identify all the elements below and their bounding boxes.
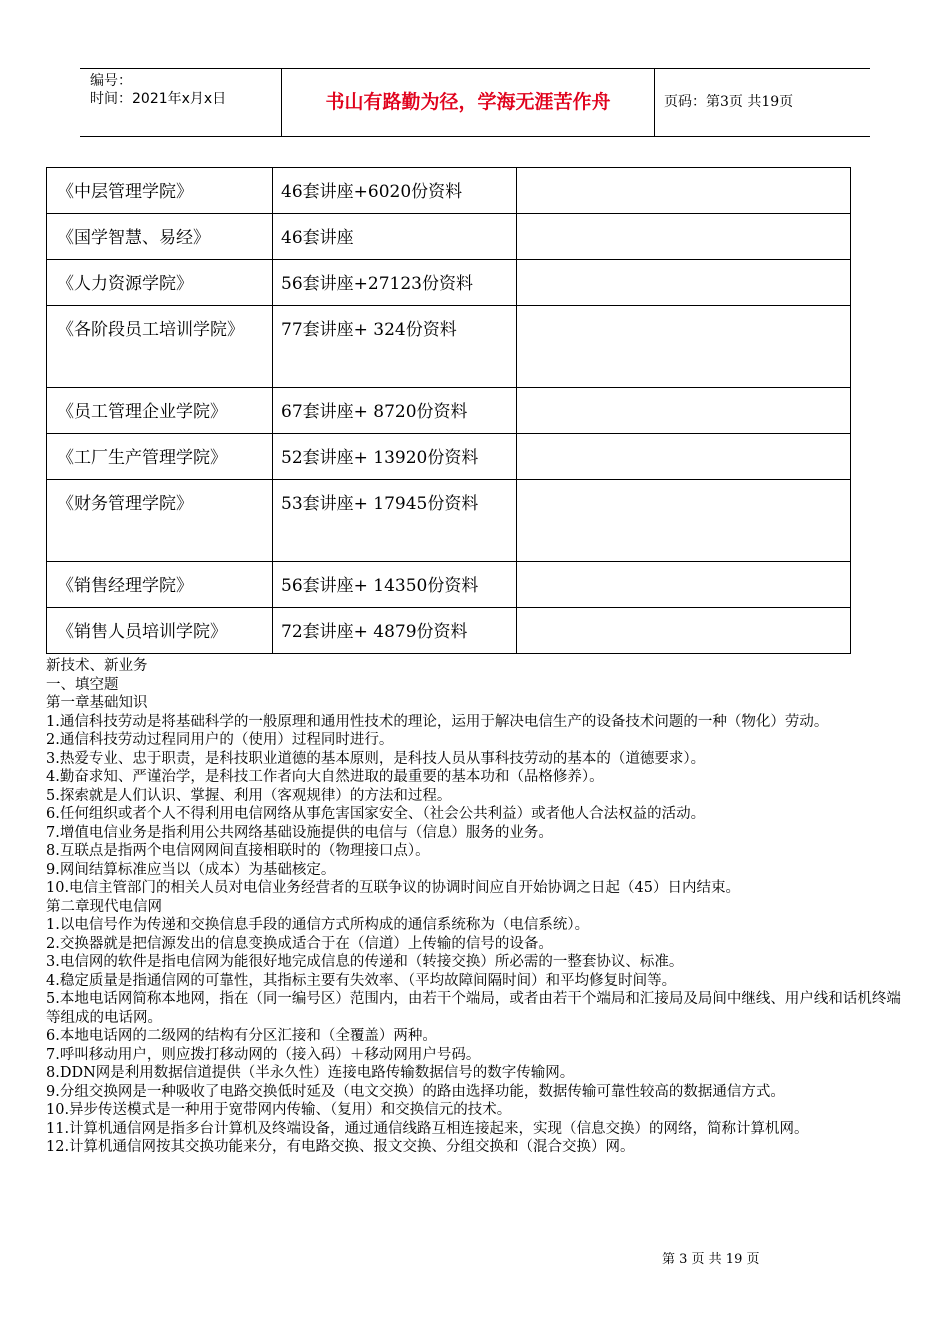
question-item: 7.呼叫移动用户，则应拨打移动网的（接入码）＋移动网用户号码。: [46, 1046, 481, 1063]
question-item: 2.交换器就是把信源发出的信息变换成适合于在（信道）上传输的信号的设备。: [46, 935, 553, 952]
table-row: [47, 260, 851, 306]
course-table: [46, 167, 851, 654]
question-item: 5.探索就是人们认识、掌握、利用（客观规律）的方法和过程。: [46, 787, 452, 804]
question-item: 3.热爱专业、忠于职责，是科技职业道德的基本原则，是科技人员从事科技劳动的基本的（道德要求）。: [46, 750, 706, 767]
question-item: 9.网间结算标准应当以（成本）为基础核定。: [46, 861, 336, 878]
course-note: [517, 260, 851, 306]
question-item: 9.分组交换网是一种吸收了电路交换低时延及（电文交换）的路由选择功能，数据传输可靠性较高的数据通信方式。: [46, 1083, 785, 1100]
table-row: [47, 480, 851, 562]
course-name: 《销售人员培训学院》: [47, 608, 273, 654]
course-content: 52套讲座+ 13920份资料: [273, 434, 517, 480]
table-row: [47, 306, 851, 388]
course-name: 《各阶段员工培训学院》: [47, 306, 273, 388]
question-item: 8.DDN网是利用数据信道提供（半永久性）连接电路传输数据信号的数字传输网。: [46, 1065, 575, 1081]
course-note: [517, 434, 851, 480]
course-content: 56套讲座+27123份资料: [273, 260, 517, 306]
course-name: 《员工管理企业学院》: [47, 388, 273, 434]
course-note: [517, 388, 851, 434]
section-heading: 一、填空题: [46, 676, 119, 693]
number-label: 编号：: [90, 73, 132, 89]
table-row: [47, 214, 851, 260]
chapter-heading: 第二章现代电信网: [46, 898, 162, 915]
course-content: 53套讲座+ 17945份资料: [273, 480, 517, 562]
header-meta: [80, 69, 282, 136]
question-item: 4.勤奋求知、严谨治学，是科技工作者向大自然进取的最重要的基本功和（品格修养）。: [46, 769, 604, 785]
question-item: 5.本地电话网简称本地网，指在（同一编号区）范围内，由若干个端局，或者由若干个端局和汇接局及局间中继线、用户线和话机终端等组成的电话网。: [46, 991, 901, 1026]
question-item: 7.增值电信业务是指利用公共网络基础设施提供的电信与（信息）服务的业务。: [46, 824, 553, 841]
question-item: 8.互联点是指两个电信网网间直接相联时的（物理接口点）。: [46, 843, 430, 859]
table-row: [47, 388, 851, 434]
course-name: 《国学智慧、易经》: [47, 214, 273, 260]
question-item: 3.电信网的软件是指电信网为能很好地完成信息的传递和（转接交换）所必需的一整套协议、标准。: [46, 954, 684, 970]
chapter-heading: 第一章基础知识: [46, 695, 148, 711]
course-content: 77套讲座+ 324份资料: [273, 306, 517, 388]
course-content: 56套讲座+ 14350份资料: [273, 562, 517, 608]
course-content: 72套讲座+ 4879份资料: [273, 608, 517, 654]
course-note: [517, 608, 851, 654]
course-note: [517, 214, 851, 260]
question-item: 1.通信科技劳动是将基础科学的一般原理和通用性技术的理论，运用于解决电信生产的设备技术问题的一种（物化）劳动。: [46, 713, 829, 730]
question-item: 10.电信主管部门的相关人员对电信业务经营者的互联争议的协调时间应自开始协调之日起（45）日内结束。: [46, 880, 741, 896]
course-name: 《人力资源学院》: [47, 260, 273, 306]
question-item: 10.异步传送模式是一种用于宽带网内传输、（复用）和交换信元的技术。: [46, 1102, 512, 1118]
question-item: 6.任何组织或者个人不得利用电信网络从事危害国家安全、（社会公共利益）或者他人合法权益的活动。: [46, 806, 706, 822]
header-page-info: 页码：第3页 共19页: [664, 94, 794, 110]
course-note: [517, 168, 851, 214]
question-item: 1.以电信号作为传递和交换信息手段的通信方式所构成的通信系统称为（电信系统）。: [46, 917, 590, 933]
course-note: [517, 480, 851, 562]
header-motto: 书山有路勤为径，学海无涯苦作舟: [282, 69, 655, 136]
table-row: [47, 168, 851, 214]
course-name: 《财务管理学院》: [47, 480, 273, 562]
table-row: [47, 562, 851, 608]
course-name: 《中层管理学院》: [47, 168, 273, 214]
course-name: 《销售经理学院》: [47, 562, 273, 608]
table-row: [47, 608, 851, 654]
question-item: 6.本地电话网的二级网的结构有分区汇接和（全覆盖）两种。: [46, 1028, 437, 1044]
document-body: [46, 657, 906, 1157]
page-header: [80, 68, 870, 137]
section-title: 新技术、新业务: [46, 658, 148, 674]
page-footer: 第 3 页 共 19 页: [662, 1252, 760, 1267]
course-name: 《工厂生产管理学院》: [47, 434, 273, 480]
question-item: 4.稳定质量是指通信网的可靠性，其指标主要有失效率、（平均故障间隔时间）和平均修复时间等。: [46, 972, 677, 989]
course-content: 46套讲座: [273, 214, 517, 260]
question-item: 11.计算机通信网是指多台计算机及终端设备，通过通信线路互相连接起来，实现（信息交换）的网络，简称计算机网。: [46, 1120, 809, 1137]
course-note: [517, 562, 851, 608]
date-label: 时间：2021年x月x日: [90, 91, 227, 107]
course-content: 67套讲座+ 8720份资料: [273, 388, 517, 434]
course-content: 46套讲座+6020份资料: [273, 168, 517, 214]
question-item: 12.计算机通信网按其交换功能来分，有电路交换、报文交换、分组交换和（混合交换）网。: [46, 1139, 635, 1155]
course-note: [517, 306, 851, 388]
table-row: [47, 434, 851, 480]
question-item: 2.通信科技劳动过程同用户的（使用）过程同时进行。: [46, 732, 394, 748]
